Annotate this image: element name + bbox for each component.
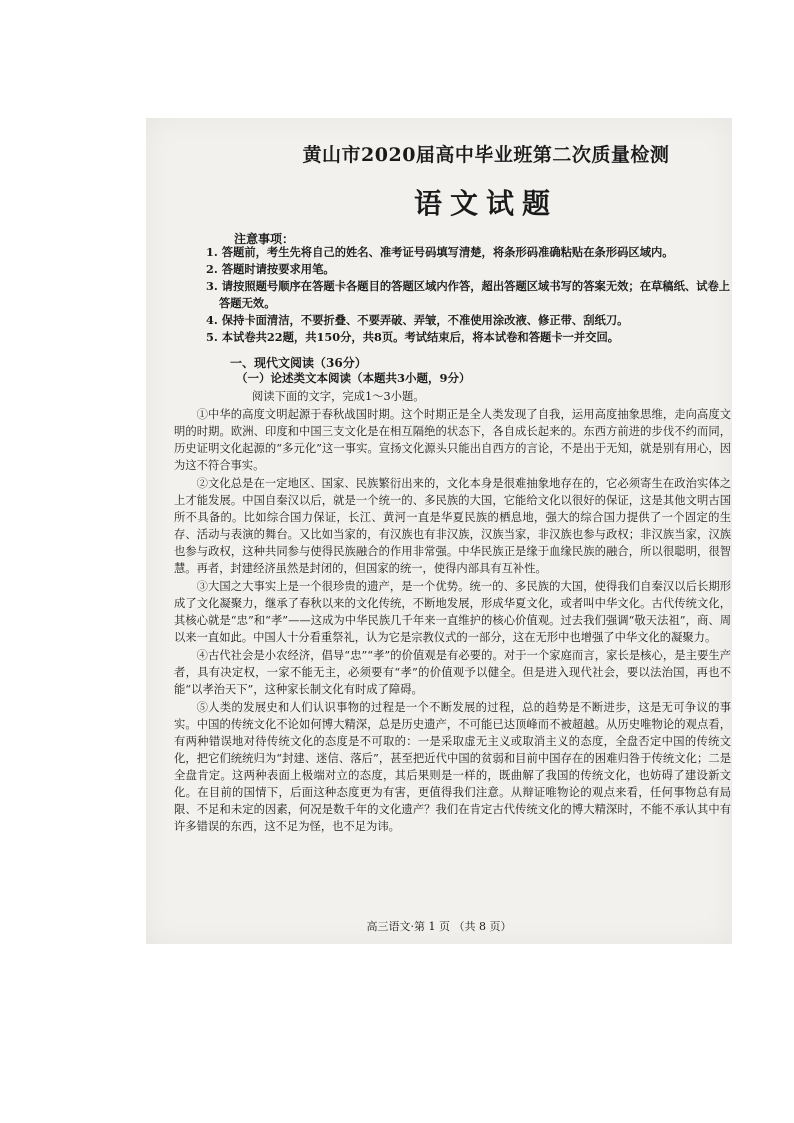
passage <box>174 406 731 836</box>
reading-instruction: 阅读下面的文字，完成1～3小题。 <box>252 390 425 403</box>
passage-paragraph: ①中华的高度文明起源于春秋战国时期。这个时期正是全人类发现了自我，运用高度抽象思维，走向高度文明的时期。欧洲、印度和中国三支文化是在相互隔绝的状态下，各自成长起来的。东西方前进的步伐不约而同，历史证明文化起源的“多元化”这一事实。宣扬文化源头只能出自西方的言论，不是出于无知，就是别有用心，因为这不符合事实。 <box>174 408 731 472</box>
subsection-heading: （一）论述类文本阅读（本题共3小题，9分） <box>236 371 471 385</box>
note-item: 1. 答题前，考生先将自己的姓名、准考证号码填写清楚，将条形码准确粘贴在条形码区域内。 <box>206 245 674 259</box>
passage-paragraph: ②文化总是在一定地区、国家、民族繁衍出来的，文化本身是很难抽象地存在的，它必须寄生在政治实体之上才能发展。中国自秦汉以后，就是一个统一的、多民族的大国，它能给文化以很好的保证，这是其他文明古国所不具备的。比如综合国力保证，长江、黄河一直是华夏民族的栖息地，强大的综合国力提供了一个固定的生存、活动与表演的舞台。又比如当家的，有汉族也有非汉族，汉族当家，非汉族也参与政权；非汉族当家，汉族也参与政权，这种共同参与使得民族融合的作用非常强。中华民族正是缘于血缘民族的融合，所以很聪明，很智慧。再者，封建经济虽然是封闭的，但国家的统一，使得内部具有互补性。 <box>174 477 731 575</box>
passage-paragraph: ④古代社会是小农经济，倡导“忠”“孝”的价值观是有必要的。对于一个家庭而言，家长是核心，是主要生产者，具有决定权，一家不能无主，必须要有“孝”的价值观予以健全。但是进入现代社会，要以法治国，再也不能“以孝治天下”，这种家长制文化有时成了障碍。 <box>174 649 731 696</box>
passage-paragraph: ⑤人类的发展史和人们认识事物的过程是一个不断发展的过程，总的趋势是不断进步，这是无可争议的事实。中国的传统文化不论如何博大精深，总是历史遗产，不可能已达顶峰而不被超越。从历史唯物论的观点看，有两种错误地对待传统文化的态度是不可取的：一是采取虚无主义或取消主义的态度，全盘否定中国的传统文化，把它们统统归为“封建、迷信、落后”，甚至把近代中国的贫弱和目前中国存在的困难归咎于传统文化；二是全盘肯定。这两种表面上极端对立的态度，其后果则是一样的，既曲解了我国的传统文化，也妨碍了建设新文化。在目前的国情下，后面这种态度更为有害，更值得我们注意。从辩证唯物论的观点来看，任何事物总有局限、不足和未定的因素，何况是数千年的文化遗产？我们在肯定古代传统文化的博大精深时，不能不承认其中有许多错误的东西，这不足为怪，也不足为讳。 <box>174 701 731 833</box>
page-footer: 高三语文·第 1 页 （共 8 页） <box>366 920 512 933</box>
note-item: 3. 请按照题号顺序在答题卡各题目的答题区域内作答，超出答题区域书写的答案无效；在草稿纸、试卷上答题无效。 <box>206 279 731 310</box>
note-item: 4. 保持卡面清洁，不要折叠、不要弄破、弄皱，不准使用涂改液、修正带、刮纸刀。 <box>206 313 629 327</box>
passage-paragraph: ③大国之大事实上是一个很珍贵的遗产，是一个优势。统一的、多民族的大国，使得我们自秦汉以后长期形成了文化凝聚力，继承了春秋以来的文化传统，不断地发展，形成华夏文化，或者叫中华文化。古代传统文化，其核心就是“忠”和“孝”——这成为中华民族几千年来一直维护的核心价值观。过去我们强调“敬天法祖”，商、周以来一直如此。中国人十分看重祭礼，认为它是宗教仪式的一部分，这在无形中也增强了中华文化的凝聚力。 <box>174 580 731 644</box>
notes-list <box>206 244 732 346</box>
page-title: 黄山市2020届高中毕业班第二次质量检测 <box>302 144 670 166</box>
notes-heading: 注意事项： <box>234 232 295 246</box>
note-item: 2. 答题时请按要求用笔。 <box>206 262 335 276</box>
note-item: 5. 本试卷共22题，共150分，共8页。考试结束后，将本试卷和答题卡一并交回。 <box>206 330 620 344</box>
exam-page <box>146 118 732 944</box>
subject-title: 语文试题 <box>413 187 558 220</box>
section-heading: 一、现代文阅读（36分） <box>230 356 367 370</box>
